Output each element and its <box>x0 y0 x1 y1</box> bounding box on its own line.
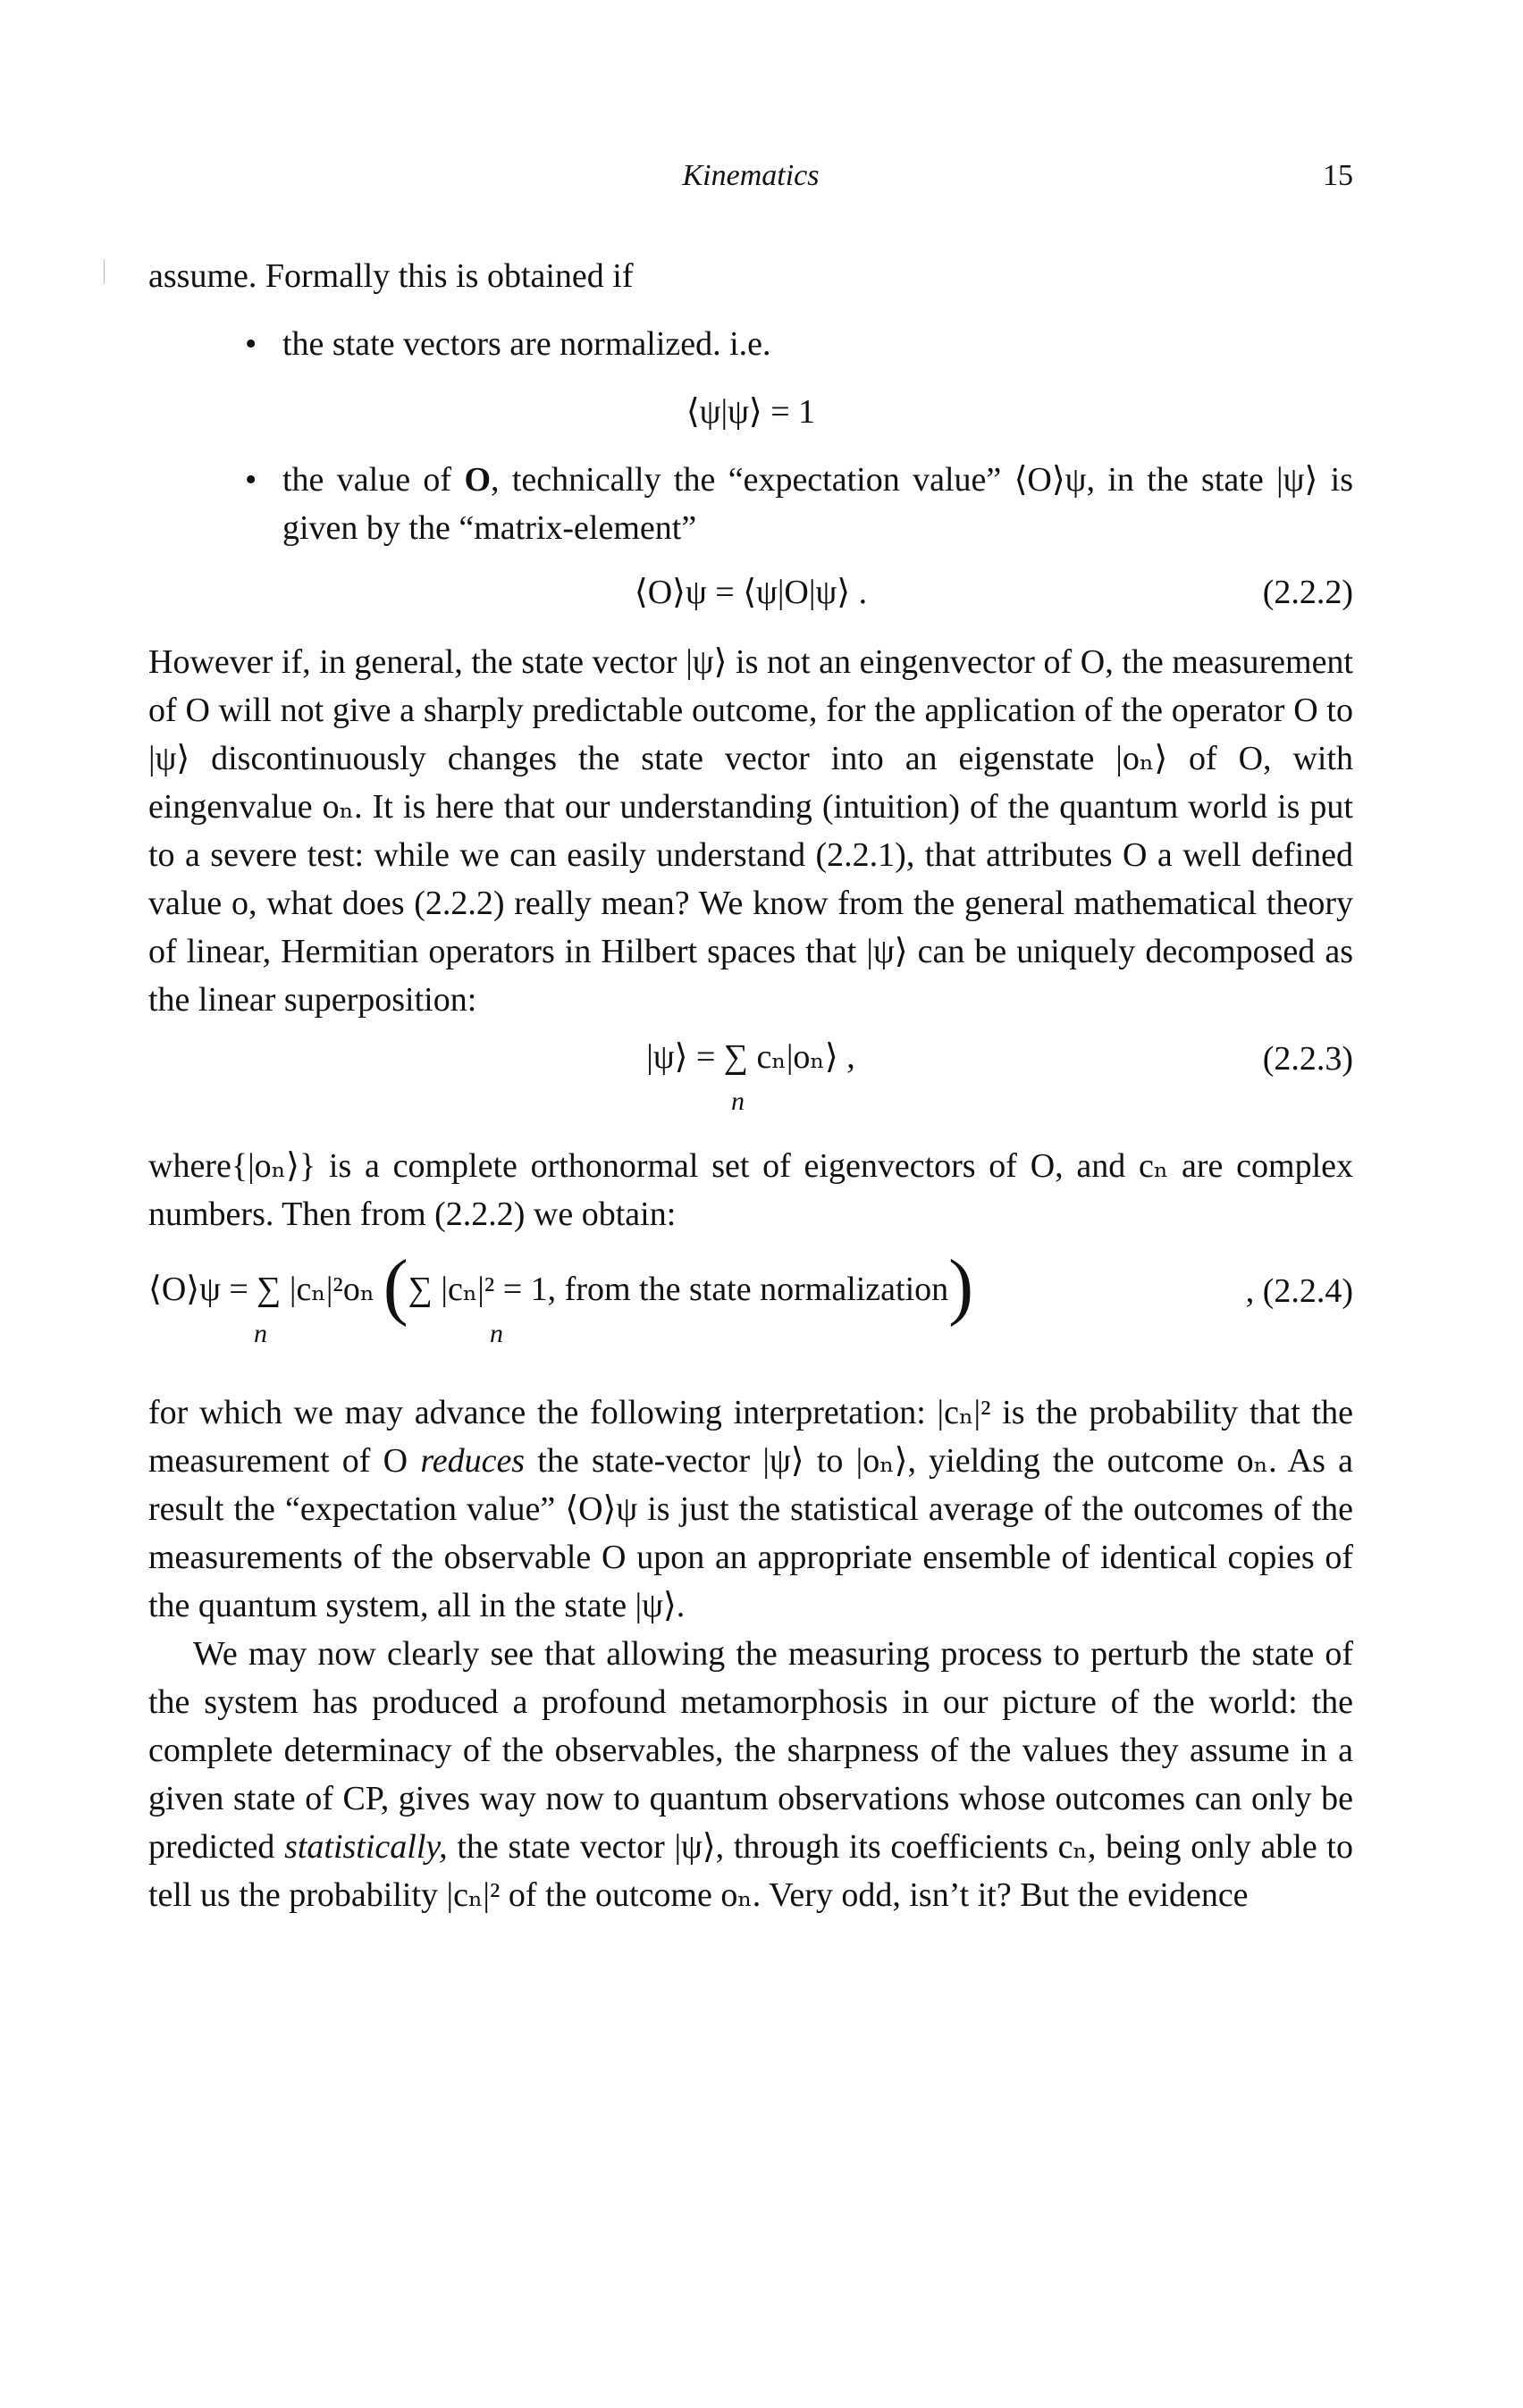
interpretation-paragraph <box>148 1389 1353 1630</box>
bullet-text-part: , in the state <box>1086 461 1277 499</box>
running-title: Kinematics <box>682 159 820 192</box>
page-number: 15 <box>1323 159 1353 192</box>
bullet-item-normalized <box>148 320 1353 368</box>
bullet-text-part: is given by the “matrix-element” <box>282 461 1353 547</box>
text-run: the state-vector |ψ⟩ to |oₙ⟩, yielding the outcome oₙ. As a result the “expectation value” ⟨O⟩ψ is just the statistical average of the outcomes of the measurements of the observable O upon an appropriate ensemble of identical copies of the quantum system, all in the state |ψ⟩. <box>148 1442 1353 1624</box>
equation-body <box>148 1245 974 1328</box>
equation-body: |ψ⟩ = ∑ cₙ|oₙ⟩ , <box>646 1038 855 1076</box>
intro-paragraph: assume. Formally this is obtained if <box>148 257 634 295</box>
equation-inner: ∑ |cₙ|² = 1, from the state normalization <box>408 1271 949 1308</box>
bullet-text-part: the value of <box>282 461 465 499</box>
equation-2-2-2 <box>148 568 1353 622</box>
bullet-text: the state vectors are normalized. i.e. <box>282 325 771 363</box>
equation-lhs: ⟨O⟩ψ = ∑ |cₙ|²oₙ <box>148 1271 375 1308</box>
equation-number: (2.2.2) <box>1262 574 1353 611</box>
equation-number: , (2.2.4) <box>1245 1272 1353 1310</box>
text-run: for which we may advance the following interpretation: |cₙ|² is the probability that the measurement of O <box>148 1394 1353 1480</box>
right-paren: ) <box>948 1245 974 1328</box>
text-run: We may now clearly see that allowing the measuring process to perturb the state of the system has produced a profound metamorphosis in our picture of the world: the complete determinacy of the observables, the sharpness of the values they assume in a given state of CP, gives way now to quantum observations whose outcomes can only be predicted <box>148 1635 1353 1866</box>
equation-2-2-3 <box>148 1033 1353 1126</box>
equation-2-2-4 <box>148 1245 1353 1372</box>
scan-edge-mark <box>104 259 105 284</box>
expectation-symbol: ⟨O⟩ψ <box>1014 461 1087 499</box>
sum-index: n <box>254 1319 267 1348</box>
sum-index: n <box>490 1319 503 1348</box>
left-paren: ( <box>383 1245 408 1328</box>
equation-body: ⟨O⟩ψ = ⟨ψ|O|ψ⟩ . <box>634 574 868 611</box>
equation-normalization: ⟨ψ|ψ⟩ = 1 <box>686 393 816 431</box>
page-header <box>148 159 1353 195</box>
bullet-text-part: , technically the “expectation value” <box>491 461 1014 499</box>
bullet-item-expectation <box>148 456 1353 552</box>
however-paragraph: However if, in general, the state vector |ψ⟩ is not an eingenvector of O, the measurement of O will not give a sharply predictable outcome, for the application of the operator O to |ψ⟩ discontinuously changes the state vector into an eigenstate |oₙ⟩ of O, with eingenvalue oₙ. It is here that our understanding (intuition) of the quantum world is put to a severe test: while we can easily understand (2.2.1), that attributes O a well defined value o, what does (2.2.2) really mean? We know from the general mathematical theory of linear, Hermitian operators in Hilbert spaces that |ψ⟩ can be uniquely decomposed as the linear superposition: <box>148 643 1353 1019</box>
bullet-icon: • <box>245 461 257 499</box>
sum-index: n <box>731 1087 745 1116</box>
bullet-icon: • <box>245 325 257 363</box>
state-ket: |ψ⟩ <box>1276 461 1318 499</box>
where-paragraph: where{|oₙ⟩} is a complete orthonormal set of eigenvectors of O, and cₙ are complex numbers. Then from (2.2.2) we obtain: <box>148 1147 1353 1233</box>
equation-number: (2.2.3) <box>1262 1040 1353 1078</box>
page-body <box>148 252 1353 1919</box>
final-paragraph <box>148 1630 1353 1919</box>
text-run: the state vector |ψ⟩, through its coefficients cₙ, being only able to tell us the probability |cₙ|² of the outcome oₙ. Very odd, isn’t it? But the evidence <box>148 1828 1353 1914</box>
emphasis-statistically: statistically, <box>284 1828 448 1866</box>
emphasis-reduces: reduces <box>420 1442 526 1480</box>
operator-symbol: O <box>464 461 492 499</box>
